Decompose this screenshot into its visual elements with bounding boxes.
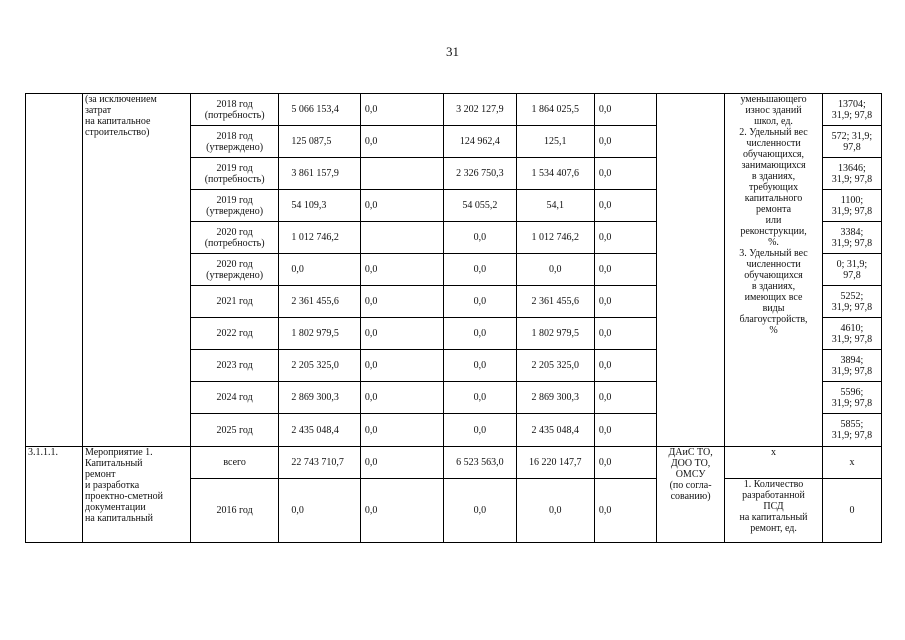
value-cell: 0,0 <box>360 190 443 222</box>
value-cell: 1 864 025,5 <box>516 94 594 126</box>
year-cell: 2023 год <box>190 350 279 382</box>
value-cell: 0,0 <box>594 447 656 479</box>
value-cell: 54 055,2 <box>444 190 516 222</box>
indicator-value: 0 <box>822 479 881 543</box>
value-cell: 0,0 <box>444 414 516 447</box>
value-cell: 0,0 <box>444 254 516 286</box>
year-cell: 2022 год <box>190 318 279 350</box>
indicator-value: 5596; 31,9; 97,8 <box>822 382 881 414</box>
value-cell: 54,1 <box>516 190 594 222</box>
value-cell: 125,1 <box>516 126 594 158</box>
executor-cell <box>656 94 724 447</box>
year-cell: 2024 год <box>190 382 279 414</box>
value-cell <box>360 222 443 254</box>
measure-name: Мероприятие 1. Капитальный ремонт и разработка проектно-сметной документации на капитальный <box>82 447 190 543</box>
value-cell: 1 534 407,6 <box>516 158 594 190</box>
value-cell: 0,0 <box>594 126 656 158</box>
year-cell: 2020 год (потребность) <box>190 222 279 254</box>
value-cell: 0,0 <box>594 414 656 447</box>
year-cell: 2018 год (потребность) <box>190 94 279 126</box>
code-cell: 3.1.1.1. <box>26 447 83 543</box>
value-cell: 0,0 <box>594 94 656 126</box>
value-cell: 0,0 <box>594 382 656 414</box>
total-cell: 5 066 153,4 <box>279 94 360 126</box>
program-table <box>25 93 882 543</box>
indicator-text: уменьшающего износ зданий школ, ед. 2. Удельный вес численности обучающихся, занимающихся в зданиях, требующих капитального ремонта или реконструкции, %. 3. Удельный вес численности обучающихся в зданиях, имеющих все виды благоустройств, % <box>725 94 823 447</box>
value-cell: 0,0 <box>444 479 516 543</box>
indicator-text: х <box>725 447 823 479</box>
value-cell: 0,0 <box>594 479 656 543</box>
code-cell <box>26 94 83 447</box>
indicator-value: 13704; 31,9; 97,8 <box>822 94 881 126</box>
total-cell: 0,0 <box>279 254 360 286</box>
value-cell: 0,0 <box>360 479 443 543</box>
total-cell: 22 743 710,7 <box>279 447 360 479</box>
value-cell: 3 202 127,9 <box>444 94 516 126</box>
total-cell: 3 861 157,9 <box>279 158 360 190</box>
year-cell: 2020 год (утверждено) <box>190 254 279 286</box>
value-cell: 0,0 <box>360 94 443 126</box>
indicator-value: 13646; 31,9; 97,8 <box>822 158 881 190</box>
value-cell: 2 869 300,3 <box>516 382 594 414</box>
indicator-value: 3894; 31,9; 97,8 <box>822 350 881 382</box>
value-cell: 0,0 <box>444 286 516 318</box>
value-cell: 0,0 <box>594 158 656 190</box>
value-cell: 0,0 <box>594 318 656 350</box>
value-cell: 0,0 <box>444 318 516 350</box>
year-cell: 2016 год <box>190 479 279 543</box>
indicator-value: 5855; 31,9; 97,8 <box>822 414 881 447</box>
measure-name: (за исключением затрат на капитальное строительство) <box>82 94 190 447</box>
value-cell: 0,0 <box>360 350 443 382</box>
value-cell: 0,0 <box>516 479 594 543</box>
total-cell: 125 087,5 <box>279 126 360 158</box>
page-number: 31 <box>446 44 459 59</box>
value-cell: 0,0 <box>360 254 443 286</box>
indicator-value: 1100; 31,9; 97,8 <box>822 190 881 222</box>
value-cell: 2 326 750,3 <box>444 158 516 190</box>
value-cell: 0,0 <box>360 447 443 479</box>
indicator-value: 5252; 31,9; 97,8 <box>822 286 881 318</box>
indicator-value: 0; 31,9; 97,8 <box>822 254 881 286</box>
value-cell: 0,0 <box>444 382 516 414</box>
year-cell: 2018 год (утверждено) <box>190 126 279 158</box>
executor-cell: ДАиС ТО, ДОО ТО, ОМСУ (по согла- сованию) <box>656 447 724 543</box>
year-cell: 2025 год <box>190 414 279 447</box>
value-cell: 2 435 048,4 <box>516 414 594 447</box>
value-cell: 0,0 <box>594 350 656 382</box>
total-cell: 54 109,3 <box>279 190 360 222</box>
year-cell: 2019 год (потребность) <box>190 158 279 190</box>
value-cell: 0,0 <box>516 254 594 286</box>
table-row <box>26 94 882 126</box>
table-row <box>26 447 882 479</box>
indicator-text: 1. Количество разработанной ПСД на капитальный ремонт, ед. <box>725 479 823 543</box>
value-cell: 0,0 <box>444 222 516 254</box>
value-cell: 1 012 746,2 <box>516 222 594 254</box>
value-cell: 0,0 <box>360 414 443 447</box>
value-cell: 2 361 455,6 <box>516 286 594 318</box>
year-cell: 2019 год (утверждено) <box>190 190 279 222</box>
indicator-value: 572; 31,9; 97,8 <box>822 126 881 158</box>
value-cell: 0,0 <box>594 222 656 254</box>
value-cell: 0,0 <box>360 382 443 414</box>
value-cell: 124 962,4 <box>444 126 516 158</box>
value-cell: 0,0 <box>360 126 443 158</box>
value-cell: 0,0 <box>444 350 516 382</box>
value-cell: 0,0 <box>594 286 656 318</box>
value-cell: 1 802 979,5 <box>516 318 594 350</box>
total-cell: 0,0 <box>279 479 360 543</box>
value-cell: 16 220 147,7 <box>516 447 594 479</box>
value-cell: 0,0 <box>594 254 656 286</box>
value-cell: 6 523 563,0 <box>444 447 516 479</box>
value-cell: 0,0 <box>360 286 443 318</box>
year-cell: 2021 год <box>190 286 279 318</box>
total-cell: 2 435 048,4 <box>279 414 360 447</box>
value-cell: 2 205 325,0 <box>516 350 594 382</box>
value-cell: 0,0 <box>594 190 656 222</box>
indicator-value: х <box>822 447 881 479</box>
total-cell: 2 361 455,6 <box>279 286 360 318</box>
indicator-value: 4610; 31,9; 97,8 <box>822 318 881 350</box>
value-cell <box>360 158 443 190</box>
total-cell: 1 012 746,2 <box>279 222 360 254</box>
year-cell: всего <box>190 447 279 479</box>
value-cell: 0,0 <box>360 318 443 350</box>
total-cell: 2 869 300,3 <box>279 382 360 414</box>
total-cell: 1 802 979,5 <box>279 318 360 350</box>
total-cell: 2 205 325,0 <box>279 350 360 382</box>
indicator-value: 3384; 31,9; 97,8 <box>822 222 881 254</box>
